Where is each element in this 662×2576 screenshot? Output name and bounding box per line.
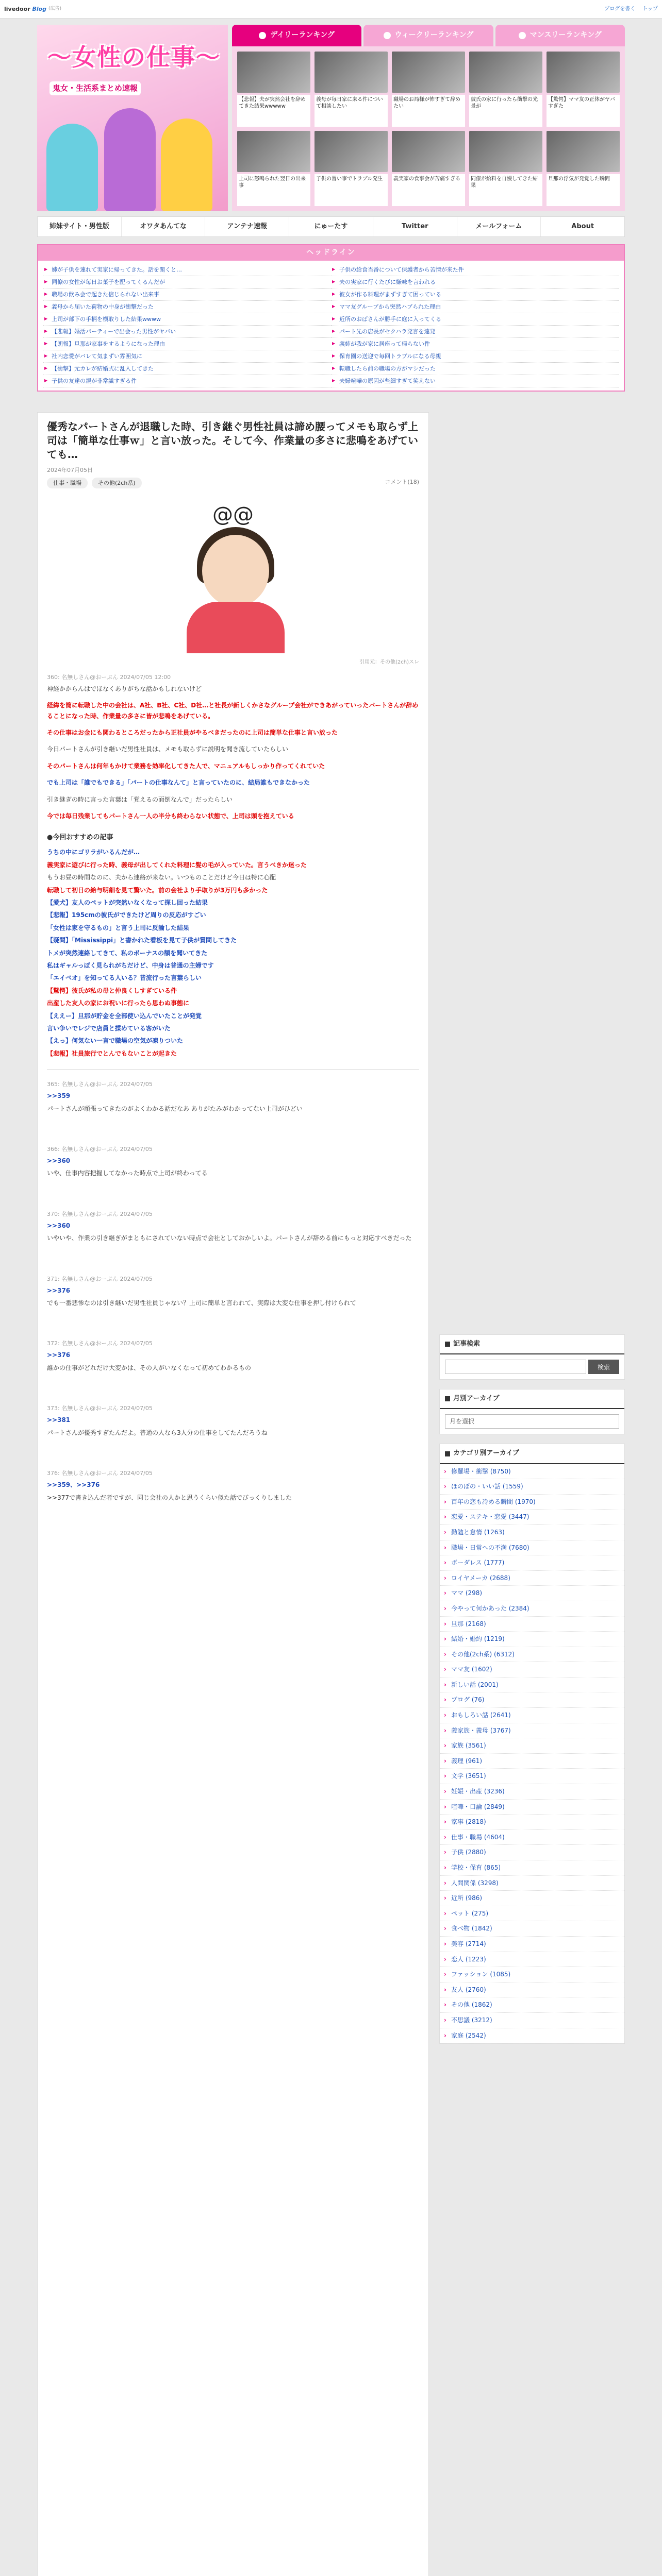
logo-subtitle: 鬼女・生活系まとめ速報 (49, 81, 141, 95)
category-item[interactable]: › 結婚・婚約 (1219) (440, 1632, 624, 1647)
response-text: 今日パートさんが引き継いだ男性社員は、メモも取らずに説明を聞き流していたらしい (47, 745, 289, 753)
category-item[interactable]: › 美容 (2714) (440, 1937, 624, 1952)
response-text: そのパートさんは何年もかけて業務を効率化してきた人で、マニュアルもしっかり作ってくれていた (47, 762, 325, 770)
category-item[interactable]: › 恋人 (1223) (440, 1952, 624, 1968)
logo-character (161, 118, 212, 211)
article-main (37, 412, 429, 2576)
reply-block (47, 1404, 419, 1438)
ranking-thumbnail[interactable] (547, 131, 620, 172)
reply-header: 366: 名無しさん@おーぷん 2024/07/05 (47, 1145, 153, 1153)
recommended-item[interactable]: 義実家に遊びに行った時、義母が出してくれた料理に髪の毛が入っていた。言うべきか迷った (47, 861, 307, 869)
site-logo[interactable] (37, 25, 228, 211)
headline-item[interactable]: ▶ 同僚の女性が毎日お菓子を配ってくるんだが (43, 276, 331, 289)
ranking-thumbnail[interactable] (237, 131, 310, 172)
recommended-link[interactable]: うちの中にゴリラがいるんだが… (47, 849, 140, 856)
headline-item[interactable]: ▶ 彼女が作る料理がまずすぎて困っている (331, 289, 619, 301)
category-item[interactable]: › その他(2ch系) (6312) (440, 1647, 624, 1663)
reply-text: いや、仕事内容把握してなかった時点で上司が終わってる (47, 1170, 208, 1177)
archive-box (439, 1389, 625, 1434)
tab-monthly-ranking[interactable]: マンスリーランキング (495, 25, 625, 46)
ranking-item[interactable] (392, 52, 465, 127)
ranking-thumbnail[interactable] (547, 52, 620, 93)
category-box (439, 1444, 625, 2044)
category-item[interactable]: › 家事 (2818) (440, 1815, 624, 1830)
headline-item[interactable]: ▶ 夫の実家に行くたびに嫌味を言われる (331, 276, 619, 289)
reply-anchor[interactable]: >>376 (47, 1286, 71, 1294)
ranking-item[interactable] (392, 131, 465, 206)
response-text: その仕事はお金にも関わるところだったから正社員がやるべきだったのに上司は簡単な仕事と言い放った (47, 728, 338, 736)
worried-woman-illustration (156, 499, 310, 653)
category-item[interactable]: › ママ友 (1602) (440, 1662, 624, 1677)
logo-character (104, 108, 156, 211)
recommended-item[interactable]: 「女性は家を守るもの」と言う上司に反論した結果 (47, 924, 190, 931)
tab-daily-ranking[interactable]: デイリーランキング (232, 25, 361, 46)
recommended-item[interactable]: 【ええー】旦那が貯金を全部使い込んでいたことが発覚 (47, 1012, 202, 1020)
search-input[interactable] (445, 1360, 586, 1374)
category-item[interactable]: › ボーダレス (1777) (440, 1555, 624, 1571)
recommended-item[interactable]: トメが突然連絡してきて、私のボーナスの額を聞いてきた (47, 949, 208, 957)
response-header: 360: 名無しさん@おーぷん 2024/07/05 12:00 (47, 673, 171, 681)
headline-item[interactable]: ▶ 【悲報】婚活パーティーで出会った男性がヤバい (43, 326, 331, 338)
category-item[interactable]: › 学校・保育 (865) (440, 1860, 624, 1876)
logo-title: 〜女性の仕事〜 (47, 43, 221, 71)
nav-item[interactable]: にゅーたす (289, 217, 373, 236)
headline-box (37, 244, 625, 392)
response-block (47, 700, 419, 721)
recommended-list (47, 860, 419, 1059)
headline-list (38, 261, 624, 391)
search-button[interactable]: 検索 (588, 1360, 619, 1374)
ranking-item-title[interactable]: 義実家の食事会が苦痛すぎる (392, 174, 465, 206)
ranking-item[interactable] (315, 52, 388, 127)
response-block (47, 777, 419, 788)
reply-anchor[interactable]: >>360 (47, 1222, 71, 1229)
nav-item[interactable]: 姉妹サイト・男性版 (38, 217, 122, 236)
recommended-item[interactable]: 私はギャルっぽく見られがちだけど、中身は普通の主婦です (47, 961, 214, 969)
reply-text: でも一番悲惨なのは引き継いだ男性社員じゃない？上司に簡単と言われて、実際は大変な仕事を押し付けられて (47, 1299, 356, 1307)
sidebar (439, 412, 625, 2576)
write-blog-link[interactable]: ブログを書く (604, 6, 636, 12)
reply-header: 373: 名無しさん@おーぷん 2024/07/05 (47, 1405, 153, 1412)
category-item[interactable]: › ブログ (76) (440, 1692, 624, 1708)
recommended-item[interactable]: 【愛犬】友人のペットが突然いなくなって探し回った結果 (47, 899, 208, 907)
ranking-item[interactable] (237, 131, 310, 206)
category-item[interactable]: › 友人 (2760) (440, 1982, 624, 1998)
reply-header: 376: 名無しさん@おーぷん 2024/07/05 (47, 1470, 153, 1477)
category-item[interactable]: › 食べ物 (1842) (440, 1921, 624, 1937)
ranking-grid (232, 46, 625, 211)
category-item[interactable]: › 不思議 (3212) (440, 2013, 624, 2028)
recommended-heading: ●今回おすすめの記事 (47, 834, 113, 842)
ranking-thumbnail[interactable] (315, 52, 388, 93)
recommended-item[interactable]: 【驚愕】彼氏が私の母と仲良くしすぎている件 (47, 987, 177, 994)
ranking-thumbnail[interactable] (237, 52, 310, 93)
ranking-item-title[interactable]: 旦那の浮気が発覚した瞬間 (547, 174, 620, 206)
ranking-item[interactable] (547, 131, 620, 206)
ranking-item-title[interactable]: 同僚が給料を自慢してきた結果 (469, 174, 542, 206)
recommended-item[interactable]: 【疑問】「Mississippi」と書かれた看板を見て子供が質問してきた (47, 937, 237, 944)
category-item[interactable]: › 家族 (3561) (440, 1738, 624, 1754)
ranking-item[interactable] (237, 52, 310, 127)
response-block (47, 673, 419, 694)
response-text: 今では毎日残業してもパートさん一人の半分も終わらない状態で、上司は頭を抱えている (47, 812, 294, 820)
category-item[interactable]: › 文学 (3651) (440, 1769, 624, 1784)
nav-item[interactable]: オワタあんてな (122, 217, 206, 236)
nav-item[interactable]: About (571, 222, 594, 230)
reply-list (47, 1080, 419, 1503)
response-block (47, 794, 419, 805)
ranking-item-title[interactable]: 彼氏の家に行ったら衝撃の光景が (469, 95, 542, 127)
reply-header: 370: 名無しさん@おーぷん 2024/07/05 (47, 1210, 153, 1217)
category-item[interactable]: › ママ (298) (440, 1586, 624, 1601)
reply-text: パートさんが頑張ってきたのがよくわかる話だなあ ありがたみがわかってない上司がひどい (47, 1105, 303, 1112)
headline-item[interactable]: ▶ 子供の給食当番について保護者から苦情が来た件 (331, 264, 619, 276)
ranking-item-title[interactable]: 子供の習い事でトラブル発生 (315, 174, 388, 206)
nav-item[interactable]: メールフォーム (457, 217, 541, 236)
logo-character (46, 124, 98, 211)
reply-text: 誰かの仕事がどれだけ大変かは、その人がいなくなって初めてわかるもの (47, 1364, 252, 1371)
reply-anchor[interactable]: >>376 (47, 1351, 71, 1359)
category-item[interactable]: › 喧嘩・口論 (2849) (440, 1800, 624, 1815)
response-text: 引き継ぎの時に言った言葉は「覚えるの面倒なんで」だったらしい (47, 795, 233, 803)
category-item[interactable]: › 義理 (961) (440, 1754, 624, 1769)
category-item[interactable]: › 恋愛・ステキ・恋愛 (3447) (440, 1510, 624, 1525)
ad-label: (広告) (48, 6, 62, 11)
global-nav (37, 216, 625, 237)
headline-item[interactable]: ▶ 姉が子供を連れて実家に帰ってきた。話を聞くと… (43, 264, 331, 276)
reply-text: >>377で書き込んだ者ですが、同じ会社の人かと思うくらい似た話でびっくりしました (47, 1494, 292, 1501)
ranking-item-title[interactable]: 【悲報】夫が突然会社を辞めてきた結果wwwww (237, 95, 310, 127)
category-item[interactable]: › ほのぼの・いい話 (1559) (440, 1479, 624, 1495)
category-item[interactable]: › その他 (1862) (440, 1997, 624, 2013)
category-item[interactable]: › 仕事・職場 (4604) (440, 1830, 624, 1845)
reply-block (47, 1145, 419, 1179)
reply-block (47, 1469, 419, 1503)
reply-block (47, 1339, 419, 1373)
reply-header: 372: 名無しさん@おーぷん 2024/07/05 (47, 1340, 153, 1347)
category-item[interactable]: › 家庭 (2542) (440, 2028, 624, 2044)
headline-title: ヘッドライン (38, 245, 624, 261)
ranking-item-title[interactable]: 【驚愕】ママ友の正体がヤバすぎた (547, 95, 620, 127)
headline-item[interactable]: ▶ 保育園の送迎で毎回トラブルになる母親 (331, 350, 619, 363)
category-item[interactable]: › 近所 (986) (440, 1891, 624, 1906)
headline-item[interactable]: ▶ 近所のおばさんが勝手に庭に入ってくる (331, 313, 619, 326)
nav-item[interactable]: アンテナ速報 (205, 217, 289, 236)
category-item[interactable]: › 勤勉と怠惰 (1263) (440, 1525, 624, 1540)
response-text: でも上司は「誰でもできる」「パートの仕事なんて」と言っていたのに、結局誰もできなかった (47, 779, 310, 787)
category-item[interactable]: › 修羅場・衝撃 (8750) (440, 1464, 624, 1480)
category-item[interactable]: › 人間関係 (3298) (440, 1876, 624, 1891)
category-item[interactable]: › 今やって何かあった (2384) (440, 1601, 624, 1617)
recommended-item[interactable]: 転職して初日の給与明細を見て驚いた。前の会社より手取りが3万円も多かった (47, 886, 268, 894)
reply-text: いやいや、作業の引き継ぎがまともにされていない時点で会社としておかしいよ。パートさんが辞める前にもっと対応すべきだった (47, 1234, 412, 1242)
headline-item[interactable]: ▶ 職場の飲み会で起きた信じられない出来事 (43, 289, 331, 301)
headline-item[interactable]: ▶ 義母から届いた荷物の中身が衝撃だった (43, 301, 331, 313)
article-tag[interactable]: その他(2ch系) (92, 478, 142, 488)
recommended-item[interactable]: 【悲報】195cmの彼氏ができたけど周りの反応がすごい (47, 911, 206, 919)
headline-item[interactable]: ▶ 上司が部下の手柄を横取りした結果wwww (43, 313, 331, 326)
reply-anchor[interactable]: >>359 (47, 1092, 71, 1100)
headline-item[interactable]: ▶ パート先の店長がセクハラ発言を連発 (331, 326, 619, 338)
archive-box-title: 月別アーカイブ (440, 1389, 624, 1409)
category-item[interactable]: › おもしろい話 (2641) (440, 1708, 624, 1723)
headline-item[interactable]: ▶ 社内恋愛がバレて気まずい雰囲気に (43, 350, 331, 363)
article-title: 優秀なパートさんが退職した時、引き継ぐ男性社員は諦め腰ってメモも取らず上司は「簡単な仕事ｗ」と言い放った。そして今、作業量の多さに悲鳴をあげていても… (47, 420, 418, 461)
ranking-thumbnail[interactable] (392, 52, 465, 93)
headline-item[interactable]: ▶ ママ友グループから突然ハブられた理由 (331, 301, 619, 313)
comment-count[interactable]: コメント(18) (385, 479, 419, 486)
category-item[interactable]: › 子供 (2880) (440, 1845, 624, 1860)
tab-weekly-ranking[interactable]: ウィークリーランキング (363, 25, 493, 46)
swirl-icon: @@ (212, 503, 254, 527)
headline-item[interactable]: ▶ 義姉が我が家に居座って帰らない件 (331, 338, 619, 350)
response-block (47, 744, 419, 754)
category-item[interactable]: › 職場・日常への不満 (7680) (440, 1540, 624, 1556)
article-tag[interactable]: 仕事・職場 (47, 478, 88, 488)
reply-text: パートさんが優秀すぎたんだよ。普通の人なら3人分の仕事をしてたんだろうね (47, 1429, 268, 1436)
ranking-thumbnail[interactable] (469, 131, 542, 172)
category-item[interactable]: › ペット (275) (440, 1906, 624, 1922)
category-box-title: カテゴリ別アーカイブ (440, 1444, 624, 1464)
archive-select[interactable]: 月を選択 (445, 1414, 619, 1429)
reply-block (47, 1275, 419, 1309)
ranking-item[interactable] (469, 131, 542, 206)
reply-block (47, 1080, 419, 1114)
top-link[interactable]: トップ (642, 6, 658, 12)
ranking-thumbnail[interactable] (392, 131, 465, 172)
recommended-item[interactable]: 【えっ】何気ない一言で職場の空気が凍りついた (47, 1037, 184, 1045)
category-item[interactable]: › ロイヤメーカ (2688) (440, 1571, 624, 1586)
ranking-item[interactable] (547, 52, 620, 127)
headline-item[interactable]: ▶ 夫婦喧嘩の原因が些細すぎて笑えない (331, 375, 619, 387)
recommended-item[interactable]: 出産した友人の家にお祝いに行ったら思わぬ事態に (47, 999, 190, 1007)
reply-block (47, 1210, 419, 1244)
category-item[interactable]: › 旦那 (2168) (440, 1617, 624, 1632)
response-text: 経緯を簡に転職した中の会社は、A社、B社、C社、D社…と社長が新しくかさなグループ会社ができあがっていったパートさんが辞めることになった時、作業量の多さに皆が悲鳴をあげている。 (47, 702, 419, 720)
top-bar (0, 0, 662, 19)
ranking-thumbnail[interactable] (469, 52, 542, 93)
category-item[interactable]: › 新しい話 (2001) (440, 1677, 624, 1693)
livedoor-logo[interactable]: livedoor Blog (4, 5, 47, 12)
response-block (47, 761, 419, 771)
category-item[interactable]: › 義家族・義母 (3767) (440, 1723, 624, 1739)
reply-anchor[interactable]: >>381 (47, 1416, 71, 1424)
ranking-panel (232, 25, 625, 211)
reply-anchor[interactable]: >>360 (47, 1157, 71, 1164)
headline-item[interactable]: ▶ 転職したら前の職場の方がマシだった (331, 363, 619, 375)
article-responses (47, 673, 419, 822)
article-date: 2024年07月05日 (47, 467, 93, 474)
reply-header: 371: 名無しさん@おーぷん 2024/07/05 (47, 1275, 153, 1282)
search-box (439, 1334, 625, 1380)
response-block (47, 727, 419, 738)
response-block (47, 811, 419, 821)
ranking-item-title[interactable]: 職場のお局様が怖すぎて辞めたい (392, 95, 465, 127)
ranking-thumbnail[interactable] (315, 131, 388, 172)
ranking-item[interactable] (315, 131, 388, 206)
recommended-item[interactable]: 【悲報】社員旅行でとんでもないことが起きた (47, 1049, 177, 1057)
nav-item[interactable]: Twitter (373, 217, 457, 236)
search-box-title: 記事検索 (440, 1335, 624, 1354)
reply-header: 365: 名無しさん@おーぷん 2024/07/05 (47, 1081, 153, 1088)
headline-item[interactable]: ▶ 【衝撃】元カレが結婚式に乱入してきた (43, 363, 331, 375)
site-header (37, 25, 625, 211)
category-item[interactable]: › ファッション (1085) (440, 1967, 624, 1982)
headline-item[interactable]: ▶ 子供の友達の親が非常識すぎる件 (43, 375, 331, 387)
headline-item[interactable]: ▶ 【朗報】旦那が家事をするようになった理由 (43, 338, 331, 350)
category-item[interactable]: › 妊娠・出産 (3236) (440, 1784, 624, 1800)
category-item[interactable]: › 百年の恋も冷める瞬間 (1970) (440, 1495, 624, 1510)
reply-anchor[interactable]: >>359、>>376 (47, 1481, 100, 1489)
recommended-item[interactable]: もうお昼の時間なのに、夫から連絡が来ない。いつものことだけど今日は特に心配 (47, 874, 276, 882)
ranking-item-title[interactable]: 義母が毎日家に来る件について相談したい (315, 95, 388, 127)
source-line[interactable]: 引用元：その他(2ch)スレ (359, 659, 419, 666)
ranking-item[interactable] (469, 52, 542, 127)
response-text: 神経かからんはでほなくありがちな話かもしれないけど (47, 685, 202, 692)
ranking-item-title[interactable]: 上司に怒鳴られた翌日の出来事 (237, 174, 310, 206)
recommended-item[interactable]: 「エイベオ」を知ってる人いる？昔流行った言葉らしい (47, 974, 202, 982)
recommended-item[interactable]: 言い争いでレジで店員と揉めている客がいた (47, 1024, 171, 1032)
